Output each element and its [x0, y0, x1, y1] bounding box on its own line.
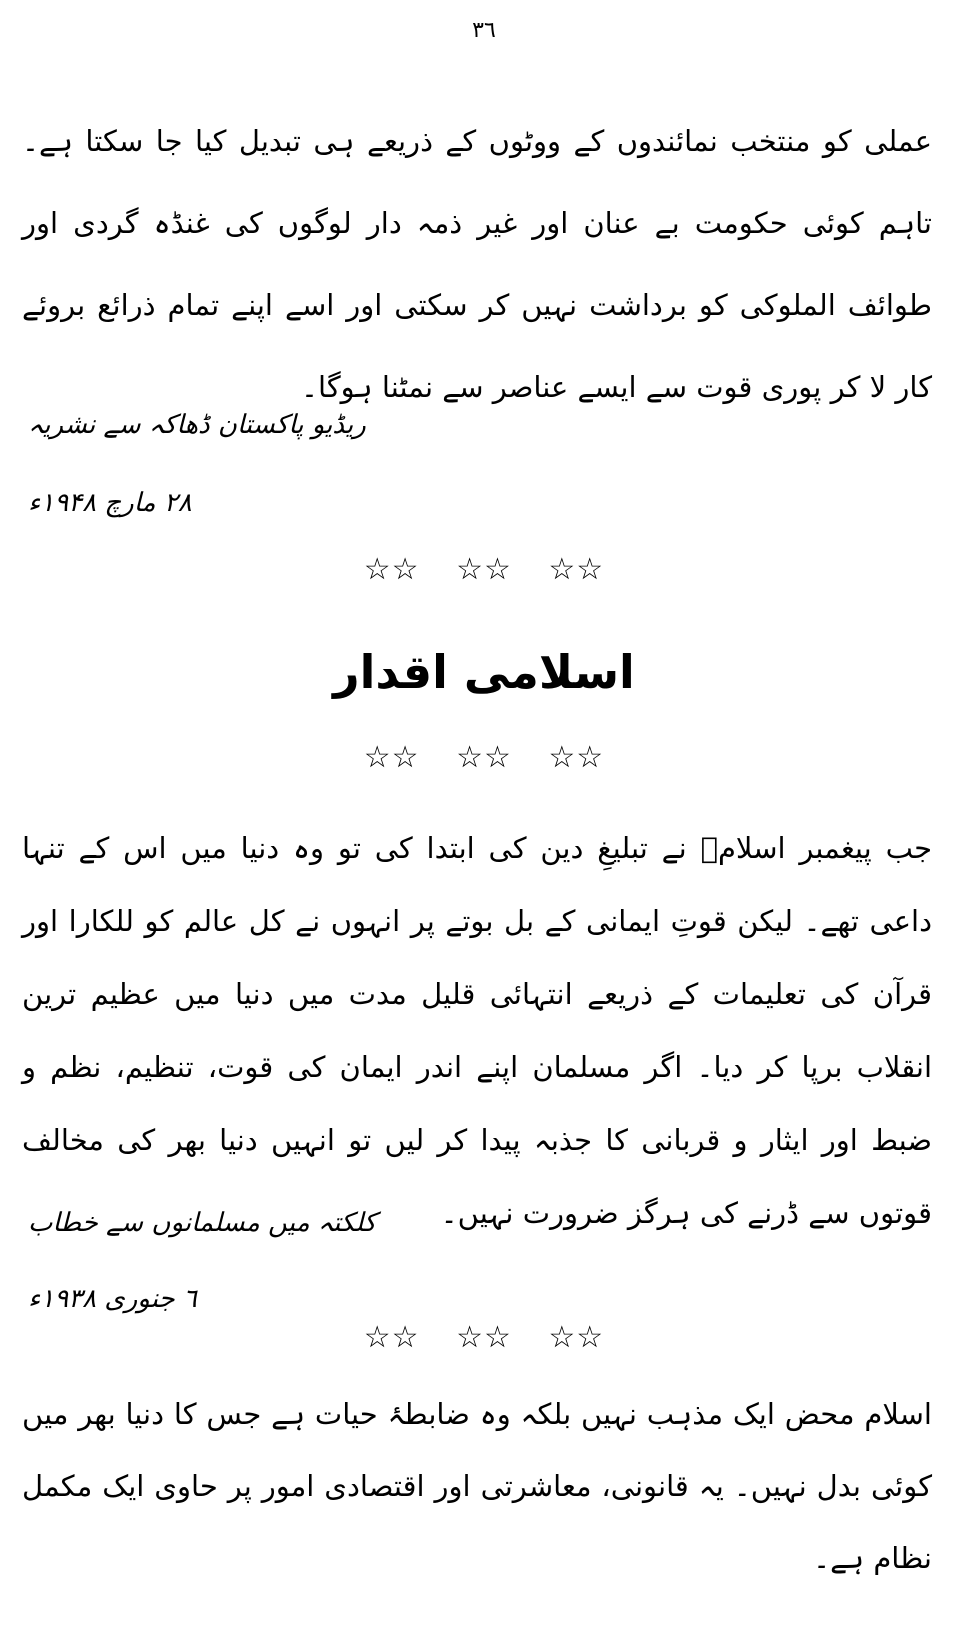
star-divider-3: ☆☆ ☆☆ ☆☆ [363, 1320, 605, 1355]
date-2: ٦ جنوری ۱۹۳۸ء [28, 1284, 197, 1314]
paragraph-1: عملی کو منتخب نمائندوں کے ووٹوں کے ذریعے ہی تبدیل کیا جا سکتا ہے۔ تاہم کوئی حکومت بے عنان اور غیر ذمہ دار لوگوں کی غنڈہ گردی اور طوائف الملوکی کو برداشت نہیں کر سکتی اور اسے اپنے تمام ذرائع بروئے کار لا کر پوری قوت سے ایسے عناصر سے نمٹنا ہوگا۔ [22, 124, 932, 404]
source-1: ریڈیو پاکستان ڈھاکہ سے نشریہ [28, 410, 366, 440]
source-2: کلکتہ میں مسلمانوں سے خطاب [28, 1208, 377, 1238]
page-number: ۳٦ [472, 18, 496, 43]
star-divider-2: ☆☆ ☆☆ ☆☆ [363, 740, 605, 775]
section-heading: اسلامی اقدار [333, 645, 635, 699]
star-divider-1: ☆☆ ☆☆ ☆☆ [363, 552, 605, 587]
paragraph-3: اسلام محض ایک مذہب نہیں بلکہ وہ ضابطۂ حیات ہے جس کا دنیا بھر میں کوئی بدل نہیں۔ یہ قانونی، معاشرتی اور اقتصادی امور پر حاوی ایک مکمل نظام ہے۔ [22, 1397, 932, 1575]
paragraph-2: جب پیغمبر اسلامؐ نے تبلیغِ دین کی ابتدا کی تو وہ دنیا میں اس کے تنہا داعی تھے۔ لیکن قوتِ ایمانی کے بل بوتے پر انہوں نے کل عالم کو للکارا اور قرآن کی تعلیمات کے ذریعے انتہائی قلیل مدت میں دنیا میں عظیم ترین انقلاب برپا کر دیا۔ اگر مسلمان اپنے اندر ایمان کی قوت، تنظیم، نظم و ضبط اور ایثار و قربانی کا جذبہ پیدا کر لیں تو انہیں دنیا بھر کی مخالف قوتوں سے ڈرنے کی ہرگز ضرورت نہیں۔ [22, 831, 932, 1230]
date-1: ۲۸ مارچ ۱۹۴۸ء [28, 488, 192, 518]
